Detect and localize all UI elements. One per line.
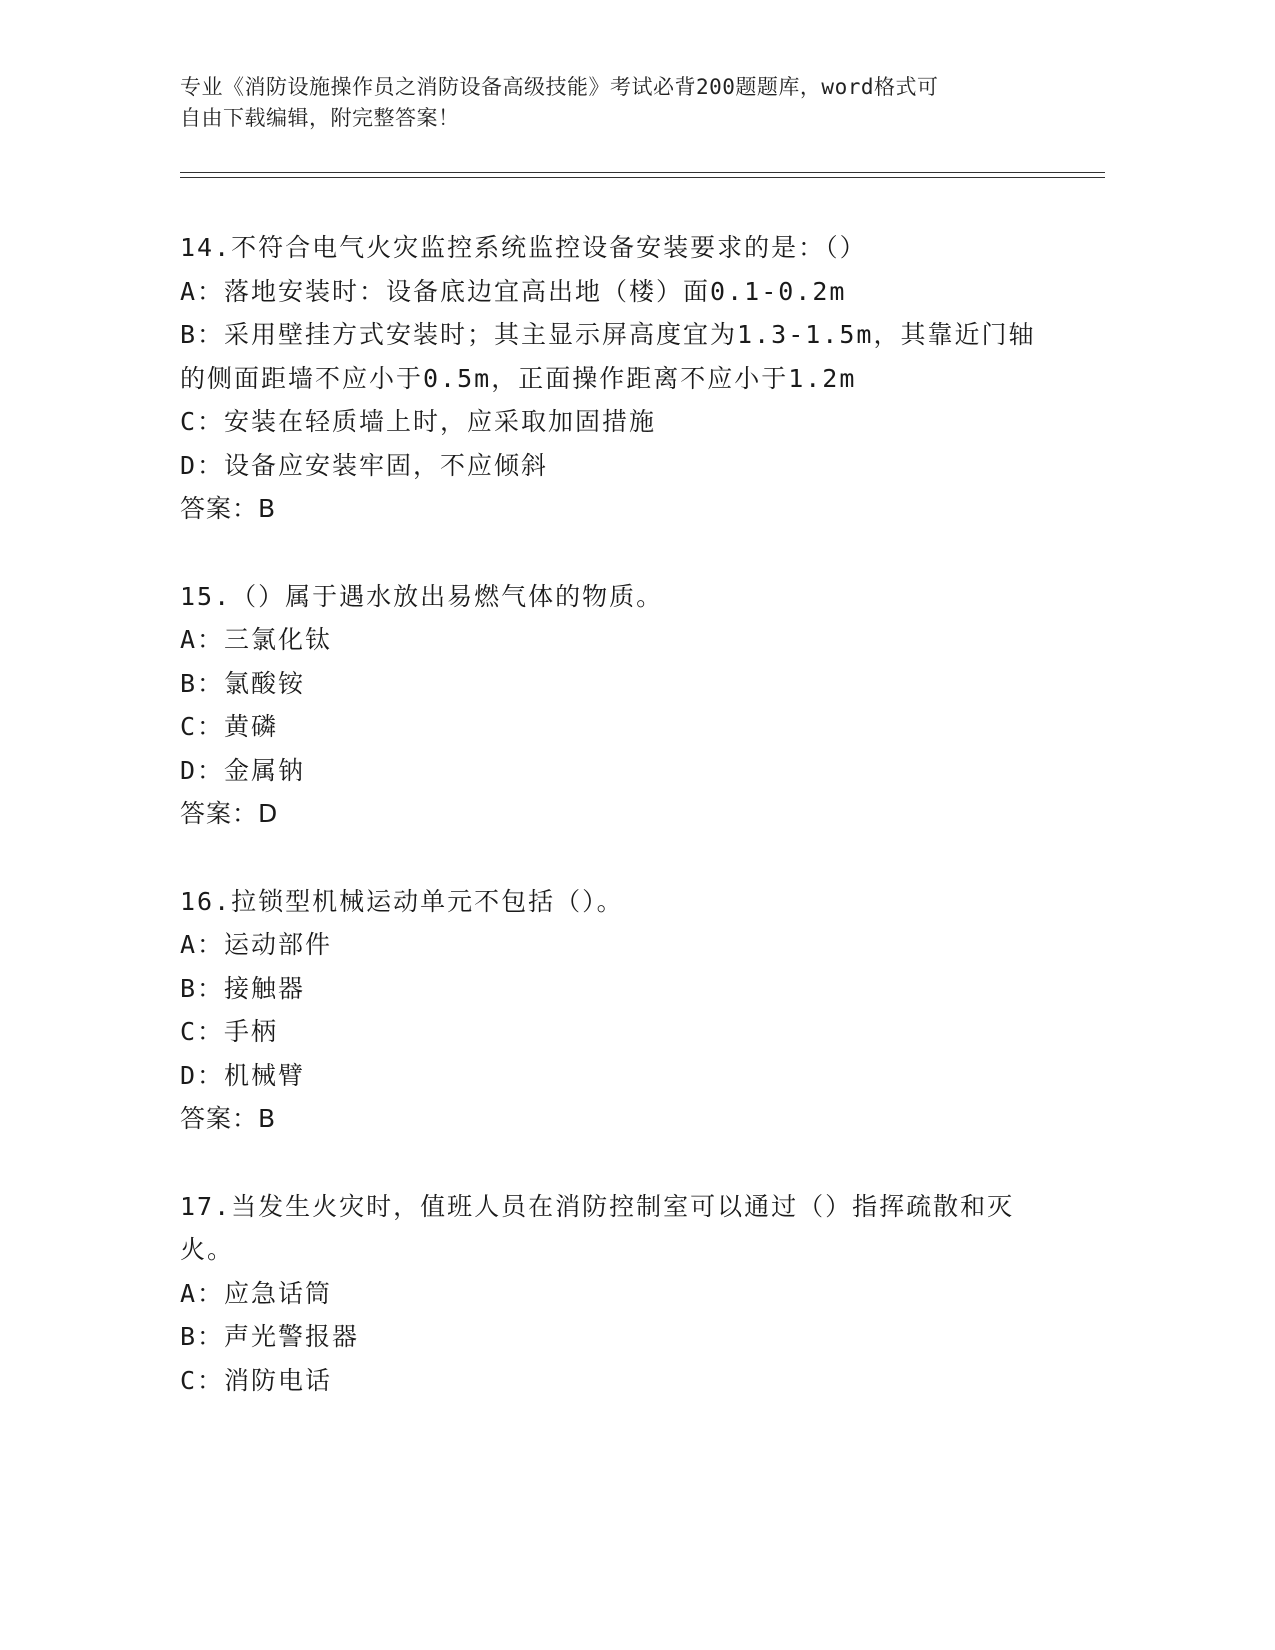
option-b: B：氯酸铵 [180, 668, 306, 698]
answer-label: 答案：B [180, 1104, 277, 1133]
option-a: A：运动部件 [180, 930, 333, 959]
question-15 [180, 575, 1060, 836]
header-intro-line-1: 专业《消防设施操作员之消防设备高级技能》考试必背200题题库，word格式可 [180, 75, 939, 99]
document-header [180, 72, 1080, 134]
answer-label: 答案：D [180, 799, 279, 828]
question-17 [180, 1185, 1060, 1403]
answer-label: 答案：B [180, 494, 277, 523]
question-stem: 14.不符合电气火灾监控系统监控设备安装要求的是：（） [180, 233, 867, 262]
header-divider-bottom [180, 177, 1105, 178]
option-a: A：三氯化钛 [180, 625, 333, 654]
option-a: A：应急话筒 [180, 1278, 333, 1308]
option-c: C：安装在轻质墙上时，应采取加固措施 [180, 407, 657, 436]
question-16 [180, 880, 1060, 1141]
option-d: D：机械臂 [180, 1060, 306, 1090]
option-c: C：手柄 [180, 1017, 279, 1046]
question-list [180, 226, 1060, 1446]
option-b: B：声光警报器 [180, 1322, 360, 1351]
header-intro-line-2: 自由下载编辑，附完整答案！ [180, 106, 460, 130]
question-stem: 15.（）属于遇水放出易燃气体的物质。 [180, 581, 664, 611]
question-stem: 16.拉锁型机械运动单元不包括（）。 [180, 886, 624, 916]
question-14 [180, 226, 1060, 531]
option-d: D：金属钠 [180, 755, 306, 785]
question-stem: 17.当发生火灾时，值班人员在消防控制室可以通过（）指挥疏散和灭火。 [180, 1191, 1015, 1264]
option-b: B：采用壁挂方式安装时；其主显示屏高度宜为1.3-1.5m，其靠近门轴的侧面距墙不应小于0.5m，正面操作距离不应小于1.2m [180, 320, 1036, 393]
option-c: C：消防电话 [180, 1365, 333, 1395]
option-a: A：落地安装时：设备底边宜高出地（楼）面0.1-0.2m [180, 276, 847, 306]
header-divider-top [180, 172, 1105, 173]
option-c: C：黄磷 [180, 712, 279, 741]
option-d: D：设备应安装牢固，不应倾斜 [180, 450, 549, 480]
option-b: B：接触器 [180, 973, 306, 1003]
